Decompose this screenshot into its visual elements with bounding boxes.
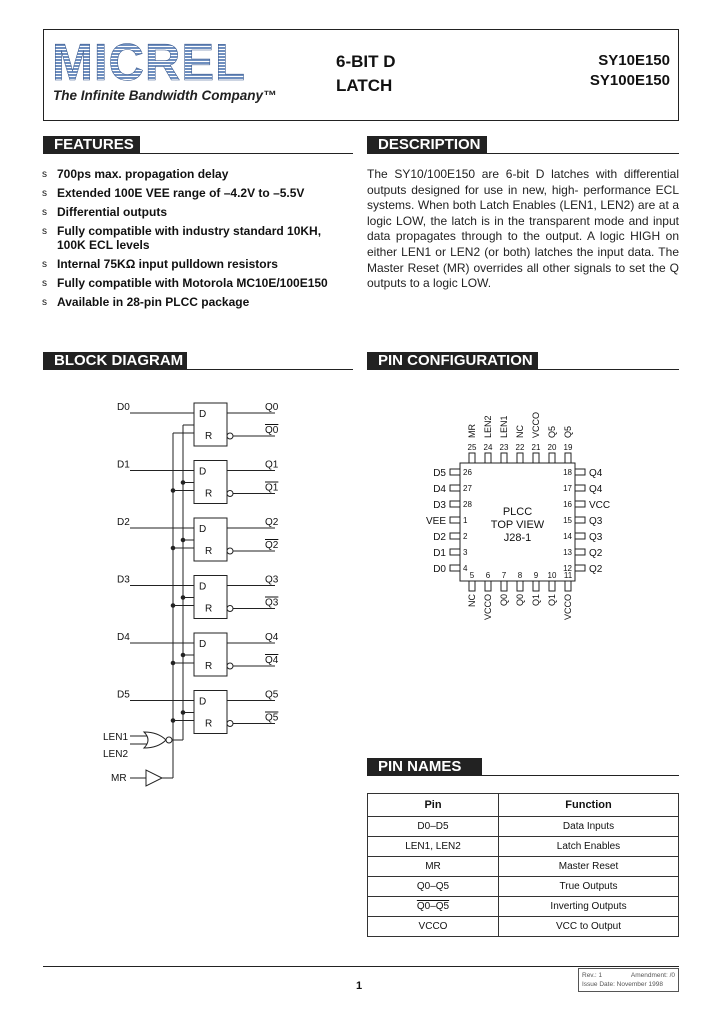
latch-r-label: R (205, 661, 213, 672)
or-gate (144, 732, 166, 748)
table-row: LEN1, LEN2 Latch Enables (368, 837, 679, 857)
tagline: The Infinite Bandwidth Company™ (53, 88, 277, 103)
description-divider (367, 153, 679, 154)
pin-label: D3 (433, 500, 446, 511)
revision: Rev.: 1 (582, 972, 603, 979)
part-number-1: SY10E150 (598, 52, 670, 69)
inverter-bubble (227, 721, 233, 727)
input-label: D5 (117, 689, 130, 701)
features-divider (43, 153, 353, 154)
amendment: Amendment: /0 (630, 972, 675, 979)
pin-number: 3 (463, 548, 468, 557)
inverter-bubble (227, 433, 233, 439)
latch-r-label: R (205, 488, 213, 500)
pin-label: Q4 (589, 484, 603, 495)
pin-label: D0 (433, 564, 446, 575)
pin-lead (450, 549, 460, 555)
pin-number: 4 (463, 564, 468, 573)
pin-names-table (367, 793, 679, 937)
feature-item: s Available in 28-pin PLCC package (42, 295, 250, 309)
pin-label: Q0 (499, 594, 509, 607)
inverter-bubble (227, 548, 233, 554)
pin-number: 6 (485, 571, 491, 580)
pin-number: 1 (463, 516, 468, 525)
features-list (42, 167, 362, 314)
pin-number: 13 (563, 548, 572, 557)
bullet-icon: s (42, 226, 47, 237)
feature-item: s 700ps max. propagation delay (42, 167, 229, 181)
q-output-label: Q2 (265, 517, 279, 528)
package-code: J28-1 (503, 532, 532, 544)
pin-lead (533, 453, 539, 463)
pin-lead (549, 453, 555, 463)
features-heading: FEATURES (43, 136, 140, 154)
len1-label: LEN1 (103, 732, 129, 743)
feature-item: s Internal 75KΩ input pulldown resistors (42, 257, 278, 271)
pin-lead (517, 453, 523, 463)
pin-label: Q5 (563, 425, 573, 438)
pin-lead (450, 501, 460, 507)
input-label: D0 (117, 402, 130, 413)
pin-number: 20 (547, 443, 557, 452)
pin-label: Q5 (547, 425, 557, 438)
pin-label: Q1 (531, 594, 541, 607)
pin-label: D2 (433, 532, 446, 543)
pin-lead (450, 517, 460, 523)
table-header-row (368, 794, 679, 817)
bullet-icon: s (42, 207, 47, 218)
footer-divider (43, 966, 679, 967)
block-diagram-heading: BLOCK DIAGRAM (43, 352, 187, 370)
pin-number: 14 (563, 532, 572, 541)
table-row: D0–D5 Data Inputs (368, 817, 679, 837)
qbar-output-label: Q2 (265, 540, 279, 551)
latch-d-label: D (199, 581, 207, 593)
pin-label: MR (467, 424, 477, 438)
block-diagram (100, 395, 300, 790)
pin-names-heading: PIN NAMES (367, 758, 482, 776)
qbar-output-label: Q1 (265, 482, 279, 494)
feature-item: s Extended 100E VEE range of –4.2V to –5.5V (42, 186, 305, 200)
feature-item: s Fully compatible with industry standard 10KH, 100K ECL levels (42, 224, 322, 252)
pin-lead (485, 581, 491, 591)
part-number-2: SY100E150 (589, 72, 670, 89)
pin-number: 27 (463, 484, 472, 493)
mr-buffer (146, 770, 162, 786)
pin-number: 8 (517, 571, 523, 580)
part-numbers (586, 51, 670, 91)
pin-label: LEN2 (483, 415, 493, 438)
description-heading: DESCRIPTION (367, 136, 487, 154)
column-header-function: Function (499, 794, 679, 817)
latch-r-label: R (205, 546, 213, 557)
pin-label: D4 (433, 484, 446, 495)
pin-lead (485, 453, 491, 463)
pin-lead (575, 469, 585, 475)
pin-number: 5 (469, 571, 475, 580)
pin-config-divider (367, 369, 679, 370)
pin-lead (450, 469, 460, 475)
pin-number: 28 (463, 500, 472, 509)
pin-number: 23 (499, 443, 509, 452)
pin-number: 16 (563, 500, 572, 509)
doc-title (336, 50, 396, 98)
package-type: PLCC (502, 506, 533, 518)
input-label: D1 (117, 459, 130, 471)
pin-lead (575, 549, 585, 555)
latch-r-label: R (205, 718, 213, 730)
pin-number: 7 (501, 571, 507, 580)
bullet-icon: s (42, 297, 47, 308)
table-row: MR Master Reset (368, 857, 679, 877)
pin-label: VCCO (563, 594, 573, 621)
pin-lead (549, 581, 555, 591)
table-row: VCCO VCC to Output (368, 917, 679, 937)
pin-number: 12 (563, 564, 572, 573)
pin-label: D5 (433, 468, 446, 479)
pin-label: Q3 (589, 532, 603, 543)
pin-lead (575, 565, 585, 571)
pin-label: Q0 (515, 594, 525, 607)
latch-d-label: D (199, 466, 207, 478)
pin-lead (501, 581, 507, 591)
pin-lead (469, 581, 475, 591)
len2-label: LEN2 (103, 749, 129, 760)
pin-lead (517, 581, 523, 591)
pin-number: 19 (563, 443, 573, 452)
table-row: Q0–Q5 True Outputs (368, 877, 679, 897)
latch-d-label: D (199, 409, 207, 420)
pin-number: 26 (463, 468, 472, 477)
pin-lead (469, 453, 475, 463)
latch-r-label: R (205, 603, 213, 615)
bullet-icon: s (42, 259, 47, 270)
view-label: TOP VIEW (490, 519, 545, 531)
pin-number: 25 (467, 443, 477, 452)
qbar-output-label: Q0 (265, 425, 279, 436)
pin-lead (575, 533, 585, 539)
pin-number: 18 (563, 468, 572, 477)
pin-lead (575, 501, 585, 507)
latch-d-label: D (199, 524, 207, 535)
pin-label: D1 (433, 548, 446, 559)
q-output-label: Q5 (265, 689, 279, 701)
q-output-label: Q3 (265, 574, 279, 586)
pin-label: Q3 (589, 516, 603, 527)
input-label: D2 (117, 517, 130, 528)
inverter-bubble (227, 663, 233, 669)
pin-label: VCC (589, 500, 611, 511)
pin-lead (565, 581, 571, 591)
latch-d-label: D (199, 696, 207, 708)
input-label: D3 (117, 574, 130, 586)
page-number: 1 (356, 980, 363, 992)
latch-d-label: D (199, 639, 207, 650)
pin-number: 10 (547, 571, 557, 580)
pin-number: 17 (563, 484, 572, 493)
pin-config-heading: PIN CONFIGURATION (367, 352, 538, 370)
input-label: D4 (117, 632, 130, 643)
block-diagram-divider (43, 369, 353, 370)
revision-box (578, 968, 679, 992)
micrel-logo (50, 38, 250, 86)
pin-label: LEN1 (499, 415, 509, 438)
issue-date: Issue Date: November 1998 (582, 981, 663, 988)
pin-label: VEE (425, 516, 446, 527)
pin-lead (533, 581, 539, 591)
title-line2: LATCH (336, 76, 393, 95)
pin-lead (450, 565, 460, 571)
pin-number: 11 (563, 571, 573, 580)
pin-names-divider (367, 775, 679, 776)
pin-label: Q2 (589, 564, 603, 575)
q-output-label: Q0 (265, 402, 279, 413)
description-text: The SY10/100E150 are 6-bit D latches with differential outputs designed for use in new, high- performance ECL systems. When both Latch Enables (LEN1, LEN2) are at a logic LOW, the latch is in the transparent mode and input data propagates through to the output. A logic HIGH on either LEN1 or LEN2 (or both) latches the input data. The Master Reset (MR) overrides all other signals to set the Q outputs to a logic LOW. (367, 167, 679, 291)
qbar-output-label: Q4 (265, 655, 279, 666)
svg-text:MICREL: MICREL (52, 38, 246, 86)
pin-label: Q1 (547, 594, 557, 607)
qbar-output-label: Q5 (265, 712, 279, 724)
q-output-label: Q1 (265, 459, 279, 471)
title-line1: 6-BIT D (336, 52, 396, 71)
pin-label: Q2 (589, 548, 603, 559)
feature-item: s Fully compatible with Motorola MC10E/100E150 (42, 276, 328, 290)
pin-lead (501, 453, 507, 463)
latch-r-label: R (205, 431, 213, 442)
pin-label: NC (467, 594, 477, 607)
mr-label: MR (111, 773, 127, 784)
pin-number: 9 (533, 571, 539, 580)
inverter-bubble (227, 606, 233, 612)
q-output-label: Q4 (265, 632, 279, 643)
column-header-pin: Pin (368, 794, 499, 817)
pin-lead (575, 517, 585, 523)
pin-label: Q4 (589, 468, 603, 479)
pin-lead (565, 453, 571, 463)
bullet-icon: s (42, 278, 47, 289)
pin-label: VCCO (483, 594, 493, 621)
pin-number: 2 (463, 532, 468, 541)
pin-lead (450, 485, 460, 491)
qbar-output-label: Q3 (265, 597, 279, 609)
pin-label: NC (515, 425, 525, 438)
plcc-pin-diagram (400, 395, 640, 655)
pin-lead (575, 485, 585, 491)
pin-number: 15 (563, 516, 572, 525)
bullet-icon: s (42, 169, 47, 180)
feature-item: s Differential outputs (42, 205, 167, 219)
bullet-icon: s (42, 188, 47, 199)
pin-number: 24 (483, 443, 493, 452)
pin-lead (450, 533, 460, 539)
table-row: Q0–Q5 Inverting Outputs (368, 897, 679, 917)
inverter-bubble (227, 491, 233, 497)
or-gate-bubble (166, 737, 172, 743)
pin-label: VCCO (531, 411, 541, 438)
pin-number: 22 (515, 443, 525, 452)
pin-number: 21 (531, 443, 541, 452)
